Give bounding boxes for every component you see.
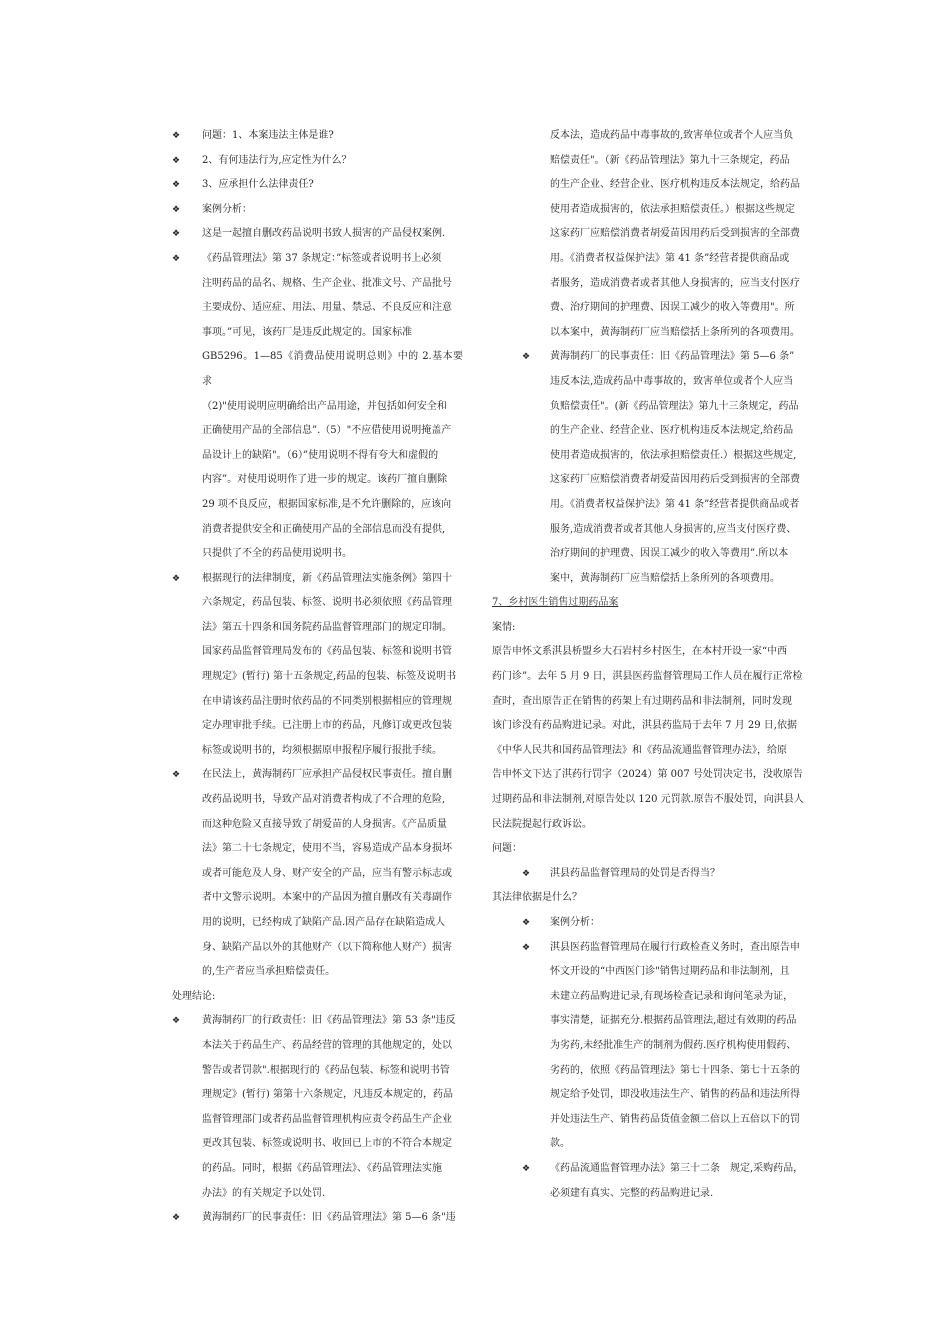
text-line: 事实清楚，证据充分.根据药品管理法,超过有效期的药品 (550, 1015, 797, 1027)
bullet-icon: ❖ (522, 868, 531, 879)
bullet-icon: ❖ (522, 942, 531, 953)
text-line: 问题：1、本案违法主体是谁? (202, 130, 334, 141)
question-label-2: 其法律依据是什么？ (492, 892, 582, 904)
list-item (492, 936, 818, 1157)
list-item (172, 124, 463, 149)
text-line: 在民法上，黄海制药厂应承担产品侵权民事责任。擅自删 (202, 769, 452, 781)
text-line: 用的说明，已经构成了缺陷产品.因产品存在缺陷造成人 (202, 917, 446, 928)
question-text: 淇县药品监督管理局的处罚是否得当？ (550, 867, 720, 879)
text-line: 理规定》(暂行) 第第十六条规定，凡违反本规定的，药品 (202, 1089, 453, 1101)
text-line: 在申请该药品注册时依药品的不同类别根据相应的管理规 (202, 695, 452, 707)
bullet-icon: ❖ (172, 180, 181, 191)
text-line: 赔偿责任"。（新《药品管理法》第九十三条规定，药品 (550, 154, 790, 166)
case-title: 7、乡村医生销售过期药品案 (492, 597, 619, 609)
text-line: 原告申怀文系淇县桥盟乡大石岩村乡村医生，在本村开设一家“中西 (492, 646, 788, 658)
list-item (492, 345, 818, 591)
text-line: 这是一起擅自删改药品说明书致人损害的产品侵权案例. (202, 228, 446, 240)
case-paragraph (492, 640, 818, 837)
text-line: 过期药品和非法制剂,对原告处以 120 元罚款.原告不服处罚，向淇县人 (492, 794, 804, 806)
list-item (492, 911, 818, 936)
text-line: 2、有何违法行为,应定性为什么？ (202, 154, 352, 166)
right-column (492, 124, 818, 1206)
text-line: 使用者造成损害的，依法承担赔偿责任.）根据这些规定, (550, 449, 797, 461)
list-item (492, 862, 818, 887)
list-item (172, 173, 463, 198)
text-line: GB5296。1—85《消费品使用说明总则》中的 2.基本要求 (202, 351, 463, 387)
list-item (172, 1206, 463, 1231)
bullet-icon: ❖ (172, 573, 181, 584)
text-line: 劣药的，依照《药品管理法》第七十四条、第七十五条的 (550, 1064, 800, 1076)
text-line: 违反本法,造成药品中毒事故的，致害单位或者个人应当 (550, 375, 794, 387)
text-line: 消费者提供安全和正确使用产品的全部信息而没有提供, (202, 523, 446, 535)
bullet-icon: ❖ (172, 229, 181, 240)
text-line: 标签或说明书的，均须根据原申报程序履行报批手续。 (202, 744, 442, 756)
bullet-icon: ❖ (522, 352, 531, 363)
bullet-icon: ❖ (172, 1213, 181, 1224)
list-item (172, 763, 463, 984)
text-line: 品设计上的缺陷"。（6）”使用说明不得有夸大和虚假的 (202, 449, 439, 461)
list-item (172, 1009, 463, 1206)
text-line: 治疗期间的护理费、因误工减少的收入等费用”.所以本 (550, 548, 789, 560)
text-line: 为劣药,未经批准生产的制剂为假药.医疗机构使用假药、 (550, 1039, 797, 1051)
text-line: 办法》的有关规定予以处罚. (202, 1187, 326, 1199)
text-line: 淇县医药监督管理局在履行行政检查义务时，查出原告申 (550, 941, 800, 953)
text-line: 身、缺陷产品以外的其他财产（以下简称他人财产）损害 (202, 941, 452, 953)
text-line: 只提供了不全的药品使用说明书。 (202, 548, 352, 560)
text-line: 用。《消费者权益保护法》第 41 条”经营者提供商品或 (550, 252, 790, 264)
text-line: 国家药品监督管理局发布的《药品包装、标签和说明书管 (202, 646, 452, 658)
text-line: 查时，查出原告正在销售的药架上有过期药品和非法制剂，同时发现 (492, 695, 792, 707)
text-line: 根据现行的法律制度，新《药品管理法实施条例》第四十 (202, 572, 452, 584)
text-line: 改药品说明书，导致产品对消费者构成了不合理的危险, (202, 794, 446, 806)
text-line: 《中华人民共和国药品管理法》和《药品流通监督管理办法》，给原 (492, 744, 787, 756)
bullet-icon: ❖ (172, 204, 181, 215)
text-line: 未建立药品购进记录,有现场检查记录和询问笔录为证， (550, 990, 794, 1002)
text-line: 必须建有真实、完整的药品购进记录. (550, 1187, 714, 1199)
text-line: 费、治疗期间的护理费、因误工减少的收入等费用"。所 (550, 302, 795, 314)
text-line: 服务,造成消费者或者其他人身损害的,应当支付医疗费、 (550, 523, 797, 535)
text-line: 的生产企业、经营企业、医疗机构违反本法规定,给药品 (550, 425, 794, 437)
text-line: 事项。”可见，该药厂是违反此规定的。国家标准 (202, 326, 413, 338)
text-line: 更改其包装、标签或说明书、收回已上市的不符合本规定 (202, 1138, 452, 1150)
text-line: 警告或者罚款".根据现行的《药品包装、标签和说明书管 (202, 1064, 450, 1076)
text-line: 怀文开设的“中西医门诊"销售过期药品和非法制剂，且 (550, 966, 790, 978)
text-line: 者中文警示说明。本案中的产品因为擅自删改有关毒副作 (202, 892, 452, 904)
bullet-icon: ❖ (172, 253, 181, 264)
list-item (172, 247, 463, 567)
text-line: 主要成份、适应症、用法、用量、禁忌、不良反应和注意 (202, 302, 452, 314)
text-line: 3、应承担什么法律责任? (202, 179, 314, 191)
left-column (172, 124, 463, 1231)
text-line: 的生产企业、经营企业、医疗机构违反本法规定，给药品 (550, 179, 800, 191)
text-line: 29 项不良反应，根据国家标准,是不允许删除的，应该向 (202, 498, 452, 510)
text-line: 理规定》(暂行) 第十五条规定,药品的包装、标签及说明书 (202, 671, 457, 683)
text-line: 负赔偿责任"。(新《药品管理法》第九十三条规定，药品 (550, 400, 799, 412)
text-line: 案例分析： (202, 203, 252, 215)
text-line: 这家药厂应赔偿消费者胡爱苗因用药后受到损害的全部费 (550, 474, 800, 486)
text-line: （2)"使用说明应明确给出产品用途，并包括如何安全和 (202, 400, 447, 412)
text-line: 反本法，造成药品中毒事故的,致害单位或者个人应当负 (550, 130, 794, 141)
list-item (492, 1157, 818, 1206)
text-line: 的,生产者应当承担赔偿责任。 (202, 966, 336, 978)
continued-paragraph (492, 124, 818, 345)
text-line: 内容”。对使用说明作了进一步的规定。该药厂擅自删除 (202, 474, 448, 486)
bullet-icon: ❖ (172, 155, 181, 166)
list-item (172, 149, 463, 174)
text-line: 该门诊没有药品购进记录。对此，淇县药监局于去年 7 月 29 日,依据 (492, 720, 797, 732)
text-line: 而这种危险又直接导致了胡爱苗的人身损害。《产品质量 (202, 818, 447, 830)
text-line: 规定给予处罚，即没收违法生产、销售的药品和违法所得 (550, 1089, 800, 1101)
text-line: 用。《消费者权益保护法》第 41 条”经营者提供商品或者 (550, 498, 800, 510)
text-line: 的药品。同时，根据《药品管理法》、《药品管理法实施 (202, 1162, 442, 1174)
list-item (172, 198, 463, 223)
text-line: 黄海制药厂的行政责任：旧《药品管理法》第 53 条"违反 (202, 1015, 456, 1027)
bullet-icon: ❖ (522, 918, 531, 928)
text-line: 黄海制药厂的民事责任：旧《药品管理法》第 5—6 条” (550, 351, 795, 363)
text-line: 这家药厂应赔偿消费者胡爱苗因用药后受到损害的全部费 (550, 228, 800, 240)
text-line: 监督管理部门或者药品监督管理机构应责令药品生产企业 (202, 1113, 452, 1125)
text-line: 法》第五十四条和国务院药品监督管理部门的规定印制。 (202, 621, 452, 633)
text-line: 款。 (550, 1138, 570, 1150)
text-line: 《药品流通监督管理办法》第三十二条 规定,采购药品， (550, 1162, 804, 1174)
analysis-label: 案例分析： (550, 917, 600, 928)
case-label: 案情: (492, 621, 516, 633)
bullet-icon: ❖ (172, 131, 181, 141)
text-line: 告申怀文下达了淇药行罚字（2024）第 007 号处罚决定书，没收原告 (492, 769, 803, 781)
text-line: 者服务，造成消费者或者其他人身损害的，应当支付医疗 (550, 277, 800, 289)
text-line: 六条规定，药品包装、标签、说明书必须依照《药品管理 (202, 597, 452, 609)
question-label: 问题： (492, 843, 522, 855)
list-item (172, 222, 463, 247)
bullet-icon: ❖ (522, 1163, 531, 1174)
text-line: 并处违法生产、销售药品货值金额二倍以上五倍以下的罚 (550, 1113, 800, 1125)
text-line: 定办理审批手续。已注册上市的药品，凡修订或更改包装 (202, 720, 452, 732)
text-line: 或者可能危及人身、财产安全的产品，应当有警示标志或 (202, 867, 452, 879)
list-item (172, 567, 463, 764)
conclusion-label: 处理结论: (172, 990, 216, 1002)
text-line: 以本案中，黄海制药厂应当赔偿括上条所列的各项费用。 (550, 326, 800, 338)
text-line: 正确使用产品的全部信息”.（5）"不应借使用说明掩盖产 (202, 425, 452, 437)
text-line: 使用者造成损害的，依法承担赔偿责任。）根据这些规定 (550, 203, 795, 215)
text-line: 注明药品的品名、规格、生产企业、批准文号、产品批号 (202, 277, 452, 289)
bullet-icon: ❖ (172, 770, 181, 781)
text-line: 民法院提起行政诉讼。 (492, 818, 592, 830)
text-line: 《药品管理法》第 37 条规定：”标签或者说明书上必须 (202, 252, 442, 264)
text-line: 药门诊”。去年 5 月 9 日，淇县医药监督管理局工作人员在履行正常检 (492, 671, 803, 683)
text-line: 案中，黄海制药厂应当赔偿括上条所列的各项费用。 (550, 572, 780, 584)
text-line: 黄海制药厂的民事责任：旧《药品管理法》第 5—6 条"违 (202, 1212, 456, 1224)
text-line: 本法关于药品生产、药品经营的管理的其他规定的，处以 (202, 1039, 452, 1051)
text-line: 法》第二十七条规定，使用不当，容易造成产品本身损坏 (202, 843, 452, 855)
bullet-icon: ❖ (172, 1016, 181, 1027)
